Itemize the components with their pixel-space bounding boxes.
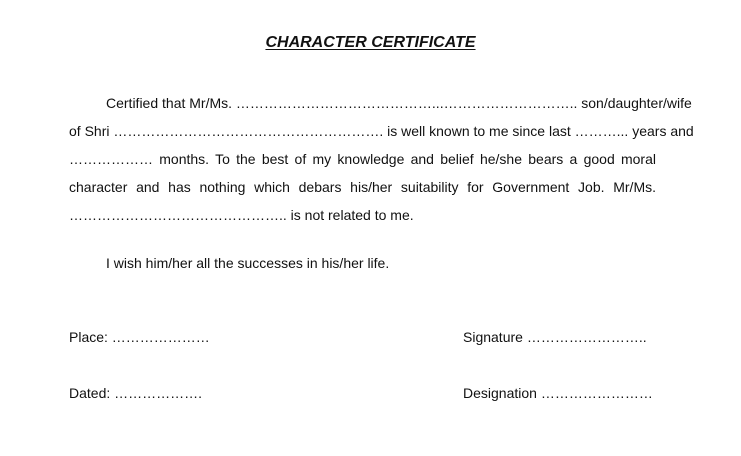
- paragraph-line-1: Certified that Mr/Ms. ……………………………………...……………………….. son/daughter/wife: [106, 95, 692, 111]
- place-field: Place: …………………: [69, 329, 210, 345]
- paragraph-line-3: ……………… months. To the best of my knowledge and belief he/she bears a good moral: [69, 151, 656, 167]
- dated-field: Dated: ……………….: [69, 385, 203, 401]
- signature-field: Signature ……………………..: [463, 329, 647, 345]
- paragraph-line-5: ……………………………………….. is not related to me.: [69, 207, 414, 223]
- paragraph-line-2: of Shri …………………………………………………. is well known to me since last ………... years and: [69, 123, 694, 139]
- paragraph-line-4: character and has nothing which debars his/her suitability for Government Job. Mr/Ms.: [69, 179, 656, 195]
- certification-paragraph: [69, 89, 694, 229]
- certificate-title: CHARACTER CERTIFICATE: [265, 34, 476, 51]
- wishes-paragraph: I wish him/her all the successes in his/her life.: [106, 255, 390, 271]
- designation-field: Designation ……………………: [463, 385, 653, 401]
